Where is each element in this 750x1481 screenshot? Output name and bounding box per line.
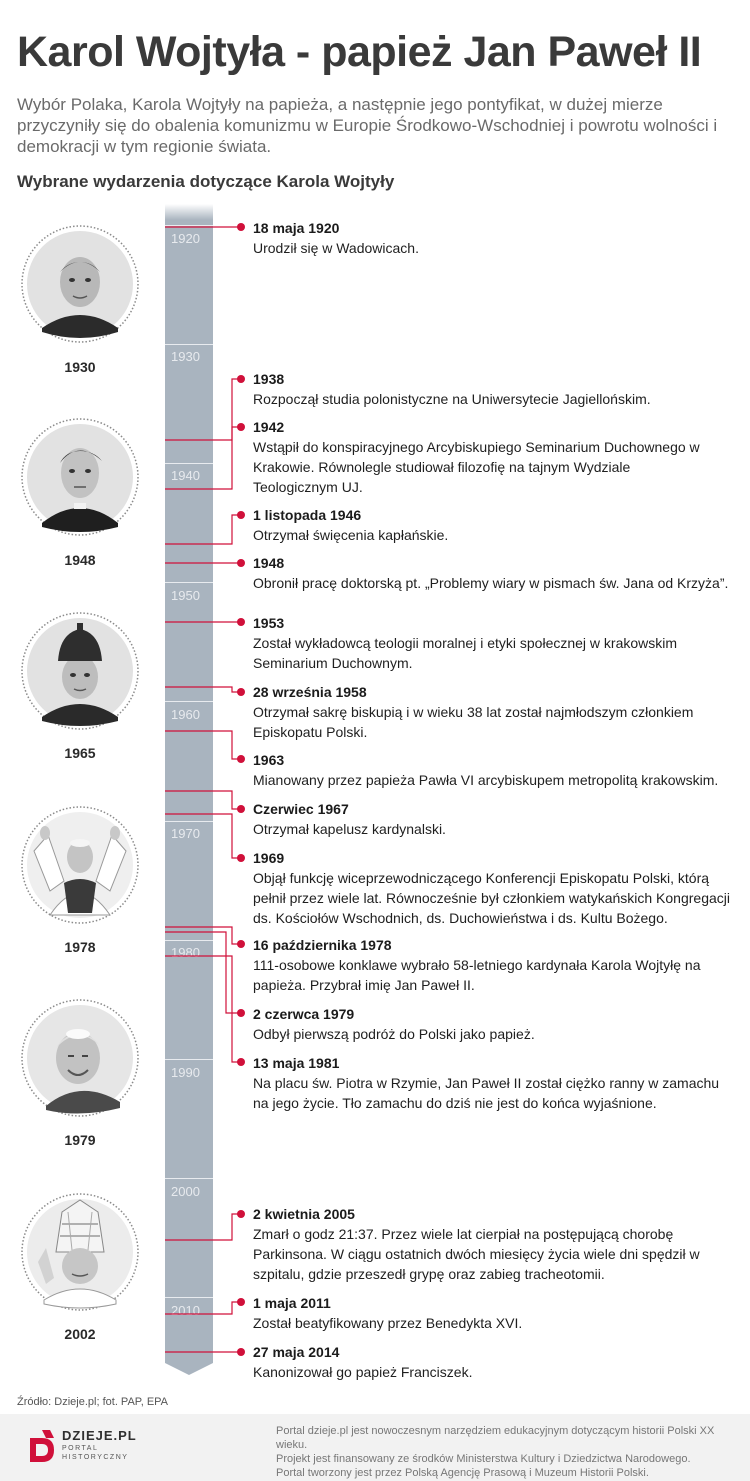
event-dot: [237, 1058, 245, 1066]
page-title: Karol Wojtyła - papież Jan Paweł II: [17, 28, 702, 76]
source-note: Źródło: Dzieje.pl; fot. PAP, EPA: [17, 1396, 169, 1408]
event-description: Na placu św. Piotra w Rzymie, Jan Paweł II został ciężko ranny w zamachu na jego życie. Tło zamachu do dziś nie jest do końca wyjaśnione.: [253, 1075, 720, 1111]
logo-subtitle: PORTAL: [62, 1445, 99, 1452]
event-date: 27 maja 2014: [253, 1344, 340, 1360]
logo-subtitle: HISTORYCZNY: [62, 1454, 129, 1461]
dzieje-logo-icon: [28, 1428, 56, 1464]
timeline-event: [253, 935, 723, 995]
event-dot: [237, 223, 245, 231]
intro-text: Wybór Polaka, Karola Wojtyły na papieża, a następnie jego pontyfikat, w dużej mierze przyczyniły się do obalenia komunizmu w Europie Środkowo-Wschodniej i powrotu wolności i demokracji w tym regionie świata.: [17, 95, 718, 156]
timeline-event: [253, 682, 713, 742]
event-date: 1953: [253, 615, 285, 631]
timeline-event: [253, 750, 743, 790]
event-dot: [237, 940, 245, 948]
event-date: 1942: [253, 419, 285, 435]
section-subtitle: Wybrane wydarzenia dotyczące Karola Wojtyły: [17, 172, 395, 191]
portrait-year: 2002: [64, 1326, 96, 1342]
event-dot: [237, 755, 245, 763]
event-date: 1 maja 2011: [253, 1295, 331, 1311]
timeline-event: [253, 613, 703, 673]
portrait-pope-mitre-icon: [20, 1192, 140, 1312]
timeline-event: [253, 848, 743, 928]
event-description: Otrzymał święcenia kapłańskie.: [253, 527, 449, 543]
timeline-event: [253, 417, 713, 497]
portrait-year: 1979: [64, 1132, 96, 1148]
event-description: Odbył pierwszą podróż do Polski jako papież.: [253, 1026, 535, 1042]
event-date: 28 września 1958: [253, 684, 367, 700]
event-date: 18 maja 1920: [253, 220, 340, 236]
footer-line: Projekt jest finansowany ze środków Ministerstwa Kultury i Dziedzictwa Narodowego.: [276, 1453, 691, 1465]
event-date: 13 maja 1981: [253, 1055, 340, 1071]
portrait-pope-smiling-icon: [20, 998, 140, 1118]
footer-line: Portal dzieje.pl jest nowoczesnym narzędziem edukacyjnym dotyczącym historii Polski XX wieku.: [276, 1425, 715, 1451]
event-dot: [237, 1210, 245, 1218]
decade-label: 1950: [171, 588, 200, 603]
decade-label: 1980: [171, 945, 200, 960]
event-dot: [237, 805, 245, 813]
event-date: 2 czerwca 1979: [253, 1006, 355, 1022]
timeline-event: [253, 1342, 743, 1382]
footer-line: Portal tworzony jest przez Polską Agencję Prasową i Muzeum Historii Polski.: [276, 1467, 649, 1479]
event-date: 1 listopada 1946: [253, 507, 362, 523]
timeline-event: [253, 553, 743, 593]
decade-label: 1920: [171, 231, 200, 246]
event-dot: [237, 375, 245, 383]
event-description: Mianowany przez papieża Pawła VI arcybiskupem metropolitą krakowskim.: [253, 772, 719, 788]
event-description: Otrzymał kapelusz kardynalski.: [253, 821, 446, 837]
event-date: 2 kwietnia 2005: [253, 1206, 355, 1222]
portrait-year: 1978: [64, 939, 96, 955]
portrait-boy-icon: [20, 224, 140, 344]
timeline-event: [253, 1053, 723, 1113]
event-description: Rozpoczął studia polonistyczne na Uniwersytecie Jagiellońskim.: [253, 391, 651, 407]
decade-label: 1960: [171, 707, 200, 722]
event-description: Zmarł o godz 21:37. Przez wiele lat cierpiał na postępującą chorobę Parkinsona. W ciągu ostatnich dwóch miesięcy życia wiele dni spędził w szpitalu, gdzie przeszedł grypę oraz zabieg tracheotomii.: [253, 1226, 700, 1282]
event-dot: [237, 618, 245, 626]
portrait-pope-blessing-icon: [20, 805, 140, 925]
decade-label: 1940: [171, 468, 200, 483]
event-date: 1938: [253, 371, 285, 387]
timeline-event: [253, 1204, 703, 1284]
event-dot: [237, 559, 245, 567]
event-date: 1963: [253, 752, 285, 768]
event-dot: [237, 511, 245, 519]
event-description: Otrzymał sakrę biskupią i w wieku 38 lat został najmłodszym członkiem Episkopatu Polski.: [253, 704, 694, 740]
timeline-event: [253, 1004, 743, 1044]
portrait-year: 1948: [64, 552, 96, 568]
event-dot: [237, 1298, 245, 1306]
timeline-event: [253, 799, 743, 839]
decade-label: 1930: [171, 349, 200, 364]
event-description: Objął funkcję wiceprzewodniczącego Konferencji Episkopatu Polski, którą pełnił przez wiele lat. Równocześnie był członkiem watykańskich Kongregacji ds. Kościołów Wschodnich, ds. Duchowieństwa i ds. Kultu Bożego.: [253, 870, 730, 926]
event-description: Został wykładowcą teologii moralnej i etyki społecznej w krakowskim Seminarium Duchownym.: [253, 635, 678, 671]
portrait-bishop-icon: [20, 611, 140, 731]
event-date: Czerwiec 1967: [253, 801, 349, 817]
timeline-event: [253, 218, 743, 258]
timeline-event: [253, 1293, 743, 1333]
event-dot: [237, 854, 245, 862]
event-dot: [237, 1009, 245, 1017]
event-date: 16 października 1978: [253, 937, 392, 953]
portrait-year: 1965: [64, 745, 96, 761]
event-description: Urodził się w Wadowicach.: [253, 240, 419, 256]
event-dot: [237, 1348, 245, 1356]
event-description: Wstąpił do konspiracyjnego Arcybiskupiego Seminarium Duchownego w Krakowie. Równolegle studiował filozofię na tajnym Wydziale Teologicznym UJ.: [253, 439, 700, 495]
timeline-event: [253, 505, 743, 545]
event-description: Został beatyfikowany przez Benedykta XVI.: [253, 1315, 523, 1331]
logo-name: DZIEJE.PL: [62, 1428, 137, 1443]
decade-label: 1990: [171, 1065, 200, 1080]
event-date: 1948: [253, 555, 285, 571]
event-date: 1969: [253, 850, 285, 866]
decade-label: 2010: [171, 1303, 200, 1318]
event-dot: [237, 423, 245, 431]
event-description: 111-osobowe konklawe wybrało 58-letniego kardynała Karola Wojtyłę na papieża. Przybrał imię Jan Paweł II.: [253, 957, 701, 993]
event-description: Kanonizował go papież Franciszek.: [253, 1364, 473, 1380]
portrait-year: 1930: [64, 359, 96, 375]
timeline-event: [253, 369, 743, 409]
footer-text: [276, 1424, 736, 1480]
event-description: Obronił pracę doktorską pt. „Problemy wiary w pismach św. Jana od Krzyża”.: [253, 575, 729, 591]
decade-label: 1970: [171, 826, 200, 841]
decade-label: 2000: [171, 1184, 200, 1199]
event-dot: [237, 688, 245, 696]
portrait-young-priest-icon: [20, 417, 140, 537]
